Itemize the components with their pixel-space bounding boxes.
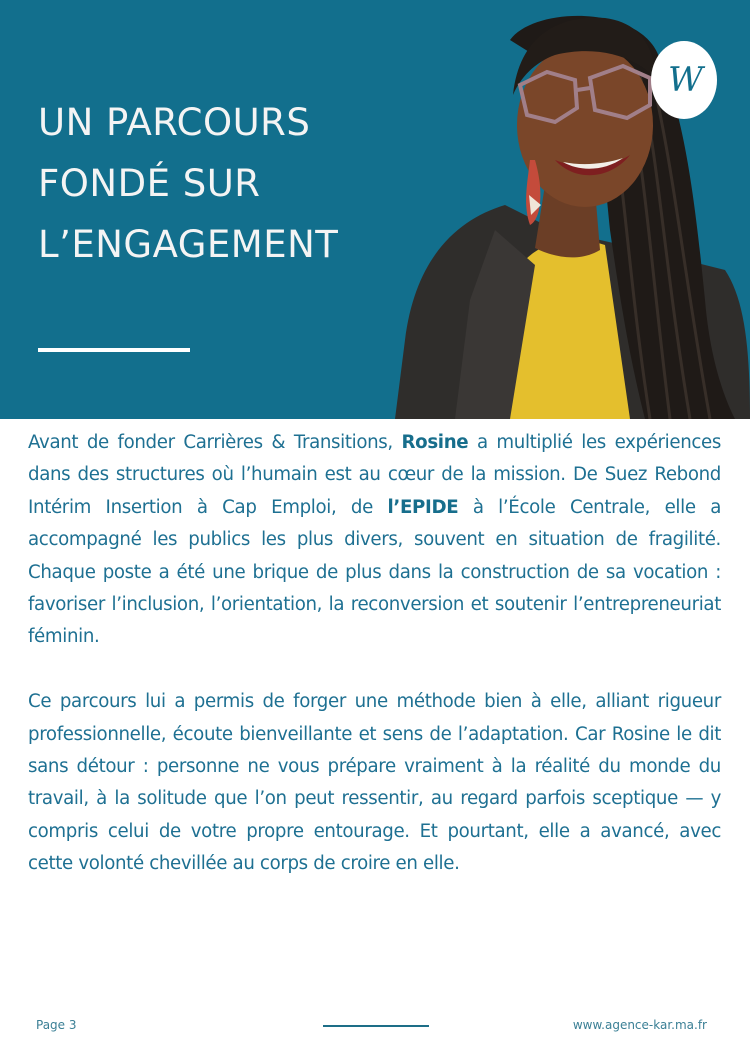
title-line-2: FONDÉ SUR (38, 162, 261, 205)
highlight-epide: l’EPIDE (387, 496, 459, 518)
paragraph1-text-3: à l’École Centrale, elle a accompagné les publics les plus divers, souvent en situation de fragilité. Chaque poste a été une brique de plus dans la construction de sa vocation : favoriser l’inclusion, l’orientation, la reconversion et soutenir l’entrepreneuriat féminin. (28, 496, 721, 648)
title-line-3: L’ENGAGEMENT (38, 223, 339, 266)
page-title (38, 92, 398, 275)
brand-logo-monogram: W (668, 60, 700, 100)
article-body (28, 427, 721, 881)
paragraph-career-history (28, 427, 721, 654)
header-banner (0, 0, 750, 419)
footer-website-link[interactable]: www.agence-kar.ma.fr (572, 1018, 707, 1032)
title-underline-divider (38, 348, 190, 352)
paragraph-method: Ce parcours lui a permis de forger une méthode bien à elle, alliant rigueur professionnelle, écoute bienveillante et sens de l’adaptation. Car Rosine le dit sans détour : personne ne vous prépare vraiment à la réalité du monde du travail, à la solitude que l’on peut ressentir, au regard parfois sceptique — y compris celui de votre propre entourage. Et pourtant, elle a avancé, avec cette volonté chevillée au corps de croire en elle. (28, 691, 721, 875)
footer-divider (323, 1025, 429, 1027)
highlight-name-rosine: Rosine (401, 432, 469, 453)
title-line-1: UN PARCOURS (38, 101, 311, 144)
paragraph1-text-1: Avant de fonder Carrières & Transitions, (28, 432, 402, 453)
brand-logo-badge (651, 41, 717, 119)
paragraph1-text-2: a multiplié les expériences dans des structures où l’humain est au cœur de la mission. De Suez Rebond Intérim Insertion à Cap Emploi, de (28, 432, 721, 518)
page-number: Page 3 (36, 1018, 77, 1032)
